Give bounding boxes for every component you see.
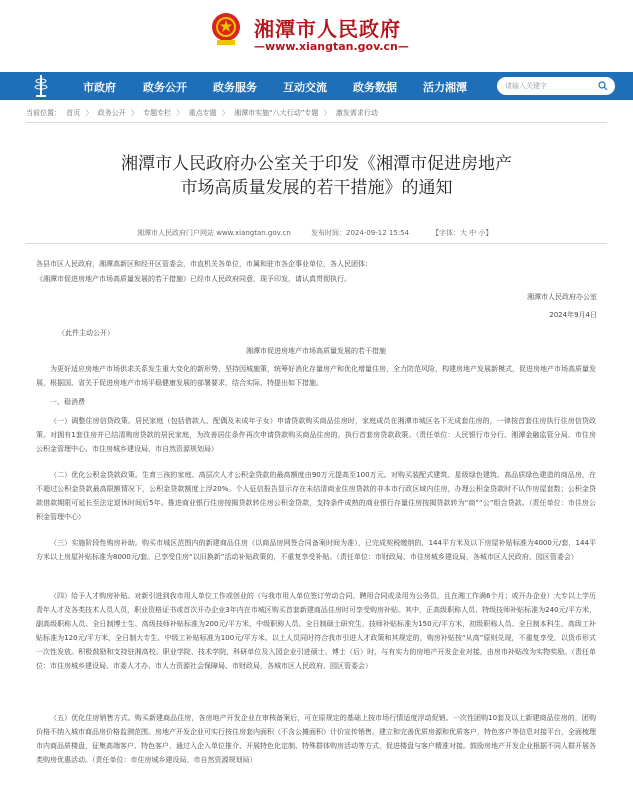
section-heading: 一、稳消费 — [50, 398, 85, 406]
nav-item-public-affairs[interactable]: 政务公开 — [143, 81, 187, 94]
national-emblem-icon — [211, 12, 241, 46]
breadcrumb-demand-action[interactable]: 激发需求行动 — [335, 109, 378, 117]
main-nav — [0, 72, 633, 100]
article-title-line1: 湘潭市人民政府办公室关于印发《湘潭市促进房地产 — [121, 154, 512, 174]
search-input[interactable] — [505, 79, 585, 93]
breadcrumb-divider — [26, 122, 607, 123]
breadcrumb-separator: 〉 — [85, 109, 93, 117]
meta-divider — [26, 243, 607, 244]
breadcrumb-label: 当前位置： — [26, 109, 61, 117]
preface: 为更好适应房地产市场供求关系发生重大变化的新形势，坚持因城施策，统筹好消化存量房产和优化增量住房，全力防范风险，构建房地产发展新模式，促进房地产市场高质量发展，根据国、省关于促进房地产市场平稳健康发展的部署要求，结合实际，特提出如下措施。 — [36, 365, 596, 387]
issue-date: 2024年9月4日 — [549, 311, 597, 319]
measure-2: （二）优化公积金贷款政策。生育三孩的家庭、高层次人才公积金贷款的最高额度由90万元提高至100万元。对购买装配式建筑、星级绿色建筑、高品质绿色建造的商品房，在不超过公积金贷款最高限额情况下，公积金贷款额度上浮20%。个人征信报告显示存在未结清商业住房贷款的非本市行政区域内住房，办理公积金贷款时不认作房屋套数；公积金贷款借款期限可延长至法定退休时间后5年。推进商业银行住房按揭贷款转住房公积金贷款，支持条件成熟的商业银行存量住房按揭贷款转为“商”“公”组合贷款。（责任单位：市住房公积金管理中心） — [36, 471, 596, 521]
breadcrumb-separator: 〉 — [130, 109, 138, 117]
font-size-selector[interactable]: 【字体：大 中 小】 — [432, 229, 493, 237]
nav-item-government[interactable]: 市政府 — [83, 81, 116, 94]
nav-item-data[interactable]: 政务数据 — [353, 81, 397, 94]
breadcrumb-eight-actions[interactable]: 湘潭市实施“八大行动”专题 — [234, 109, 319, 117]
breadcrumb-special-column[interactable]: 专题专栏 — [143, 109, 172, 117]
breadcrumb — [26, 108, 381, 118]
site-header — [0, 0, 633, 72]
search-icon[interactable] — [598, 81, 608, 91]
public-note: （此件主动公开） — [58, 329, 114, 337]
site-name: 湘潭市人民政府 — [254, 17, 401, 41]
nav-item-interaction[interactable]: 互动交流 — [283, 81, 327, 94]
article-title — [36, 152, 597, 200]
measure-3: （三）实施阶段性购房补助。购买市城区范围内的新建商品住房（以商品房网签合同备案时间为准），已完成契税缴纳的，144平方米及以下房屋补贴标准为4000元/套，144平方米以上房屋补贴标准为8000元/套。已享受住房“以旧换新”活动补贴政策的，不重复享受补贴。（责任单位：市财政局、市住房城乡建设局，各城市区人民政府、园区管委会） — [36, 539, 596, 561]
site-url[interactable]: —www.xiangtan.gov.cn— — [254, 40, 409, 53]
issuer: 湘潭市人民政府办公室 — [527, 293, 597, 301]
tower-logo-icon — [34, 73, 48, 99]
breadcrumb-separator: 〉 — [323, 109, 331, 117]
recipients: 各县市区人民政府，湘潭高新区和经开区管委会，市直机关各单位，市属和驻市各企事业单位，各人民团体： — [36, 260, 372, 268]
breadcrumb-public-affairs[interactable]: 政务公开 — [97, 109, 126, 117]
article-source: 湘潭市人民政府门户网站 www.xiangtan.gov.cn — [137, 229, 291, 237]
intro-text: 《湘潭市促进房地产市场高质量发展的若干措施》已经市人民政府同意，现予印发，请认真贯彻执行。 — [36, 275, 351, 283]
article-date: 发布时间：2024-09-12 15:54 — [311, 229, 410, 237]
breadcrumb-separator: 〉 — [221, 109, 229, 117]
measure-1: （一）调整住房信贷政策。居民家庭（包括借款人、配偶及未成年子女）申请贷款购买商品住房时，家庭成员在湘潭市城区名下无成套住房的，一律按首套住房执行住房信贷政策。对拥有1套住房并已结清购房贷款的居民家庭，为改善居住条件再次申请贷款购买商品住房的，执行首套房贷款政策。（责任单位：人民银行市分行、湘潭金融监管分局、市住房公积金管理中心、市住房城乡建设局、市自然资源规划局） — [36, 417, 596, 453]
breadcrumb-separator: 〉 — [176, 109, 184, 117]
article-title-line2: 市场高质量发展的若干措施》的通知 — [180, 178, 453, 198]
breadcrumb-key-topics[interactable]: 重点专题 — [188, 109, 217, 117]
subtitle: 湘潭市促进房地产市场高质量发展的若干措施 — [246, 347, 386, 355]
breadcrumb-home[interactable]: 首页 — [66, 109, 81, 117]
nav-item-services[interactable]: 政务服务 — [213, 81, 257, 94]
measure-4: （四）给予人才购房补贴。对新引进到我市用人单位工作或创业的（与我市用人单位签订劳动合同、聘用合同或录用为公务员，且在湘工作满6个月；或开办企业）大专以上学历青年人才及各类技术人员人员，职业资格证书或首次开办企业3年内在市城区购买首套新建商品住房时可享受购房补贴。其中，正高级职称人员、特级技师补贴标准为240元/平方米，副高级职称人员、全日制博士生、高级技师补贴标准为200元/平方米，中级职称人员、全日制硕士研究生、技师补贴标准为150元/平方米，初级职称人员、全日制本科生、高级工补贴标准为120元/平方米，全日制大专生、中级工补贴标准为100元/平方米。以上人员同时符合我市引进人才政策和其规定的，购房补贴按“从高”原则兑现，不重复享受，以货币形式一次性发放。积极鼓励和支持驻湘高校、职业学院、技术学院、科研单位及入园企业引进硕士、博士（后）时，与有实力的房地产开发企业对接，由房市补贴改为实物奖励。（责任单位：市住房城乡建设局、市委人才办、市人力资源社会保障局、市财政局，各城市区人民政府、园区管委会） — [36, 592, 596, 670]
nav-item-vital-xiangtan[interactable]: 活力湘潭 — [423, 81, 467, 94]
measure-5: （五）优化住房销售方式。购买新建商品住房，各房地产开发企业在审核备案后，可在原规定的基础上按市场行情适度浮动促销。一次性团购10套及以上新建商品住房的，团购价格不纳入城市商品房价格监测范围。房地产开发企业可实行按住房套内面积（不含公摊面积）计价宣传销售。建立和完善优质房源和优质客户，特色客户等信息对接平台，全面梳理市内商品质楼盘，征集高端客户、特色客户，通过入企入单位推介、开展特色化定制、特殊群体购房活动等方式，促进楼盘与客户精准对接。鼓励房地产开发企业根据不同人群开展各类购房优惠活动。（责任单位：市住房城乡建设局、市自然资源规划局） — [36, 714, 596, 764]
search-box — [497, 77, 615, 95]
